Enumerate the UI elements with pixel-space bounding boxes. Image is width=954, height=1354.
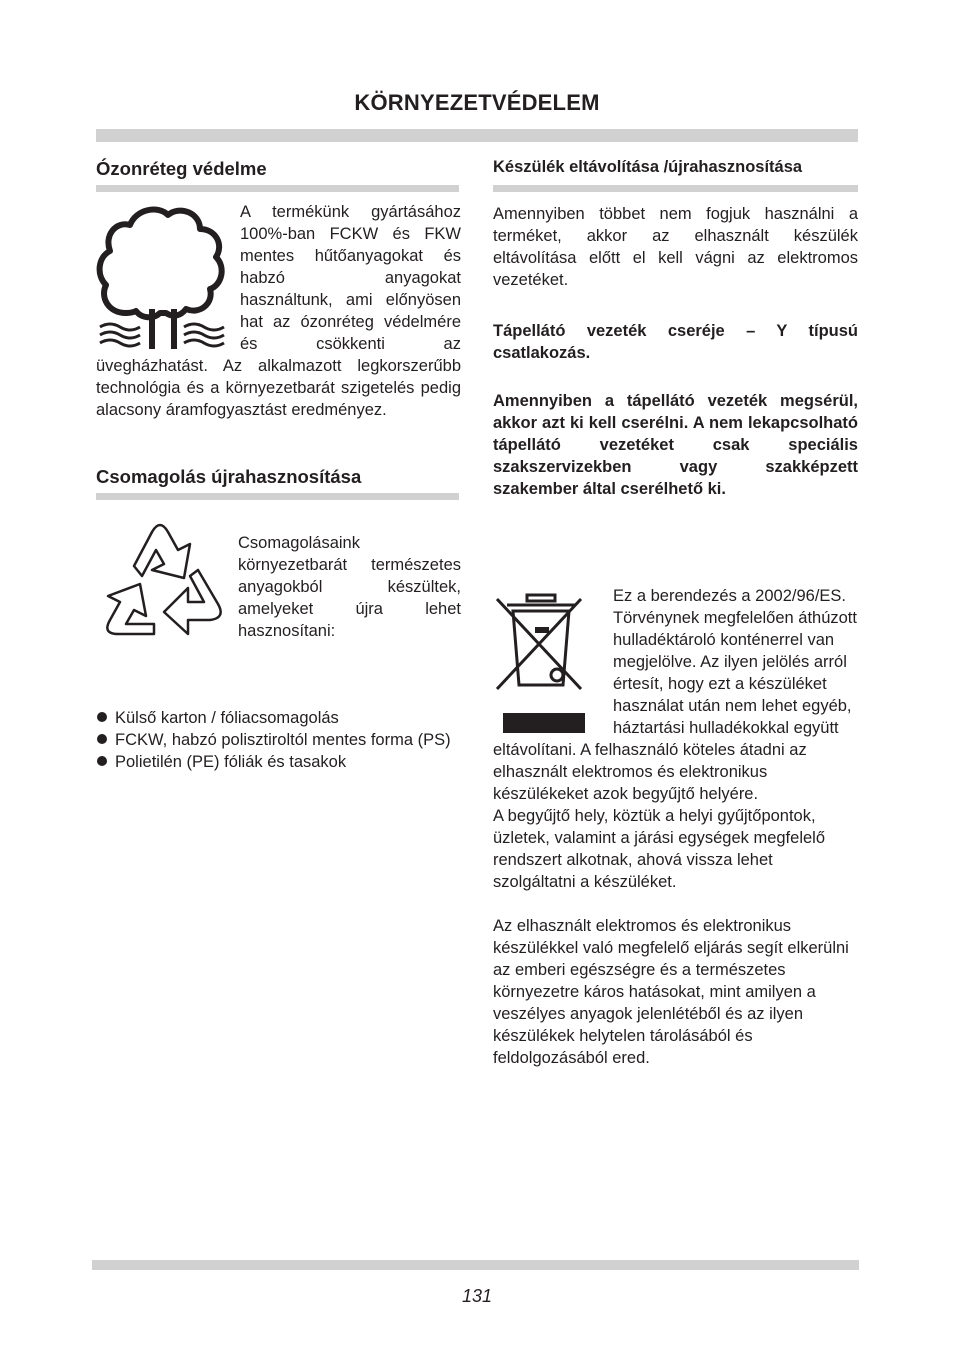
ozone-heading-rule — [96, 185, 459, 192]
disposal-text: Amennyiben többet nem fogjuk használni a terméket, akkor az elhasznált készülék eltávolítása előtt el kell vágni az elektromos vezetéket. — [493, 205, 858, 289]
list-item — [96, 751, 461, 773]
weee-text-2: A begyűjtő hely, köztük a helyi gyűjtőpontok, üzletek, valamint a járási egységek megfelelő rendszert alkotnak, ahová vissza lehet szolgáltatni a készüléket. — [493, 807, 826, 891]
list-item — [96, 729, 461, 751]
list-item — [96, 707, 461, 729]
packaging-heading: Csomagolás újrahasznosítása — [96, 466, 362, 487]
bottom-divider-bar — [92, 1260, 859, 1270]
list-item-text: Polietilén (PE) fóliák és tasakok — [115, 753, 347, 771]
tree-icon — [96, 201, 226, 353]
cable-warning: Amennyiben a tápellátó vezeték megsérül, akkor azt ki kell cserélni. A nem lekapcsolható tápellátó vezetéket csak speciális szakszervizekben vagy szakképzett szakember által cserélhető ki. — [493, 392, 858, 498]
disposal-heading: Készülék eltávolítása /újrahasznosítása — [493, 158, 803, 176]
packaging-heading-rule — [96, 493, 459, 500]
ozone-text: A termékünk gyártásához 100%-ban FCKW és FKW mentes hűtőanyagokat és habzó anyagokat használtunk, ami előnyösen hat az ózonréteg védelmére és csökkenti az üvegházhatást. Az alkalmazott legkorszerűbb technológia és a környezetbarát szigetelés pedig alacsony áramfogyasztást eredményez. — [96, 203, 461, 419]
list-item-text: Külső karton / fóliacsomagolás — [115, 709, 339, 727]
packaging-list — [96, 707, 461, 773]
cable-heading: Tápellátó vezeték cseréje – Y típusú csatlakozás. — [493, 322, 858, 362]
crossed-bin-icon — [493, 589, 599, 739]
weee-section — [493, 585, 858, 1069]
bullet-icon — [97, 756, 107, 766]
bullet-icon — [97, 734, 107, 744]
packaging-text: Csomagolásaink környezetbarát természetes anyagokból készültek, amelyeket újra lehet hasznosítani: — [238, 534, 461, 640]
recycle-icon — [94, 510, 226, 650]
ozone-section — [96, 201, 461, 421]
list-item-text: FCKW, habzó polisztiroltól mentes forma (PS) — [115, 731, 451, 749]
weee-text-1: Ez a berendezés a 2002/96/ES. Törvénynek megfelelően áthúzott hulladéktároló konténerrel van megjelölve. Az ilyen jelölés arról értesít, hogy ezt a készüléket használat után nem lehet egyéb, háztartási hulladékokkal együtt eltávolítani. A felhasználó köteles átadni az elhasznált elektromos és elektronikus készülékeket azok begyűjtő helyére. — [493, 587, 857, 803]
weee-text-3: Az elhasznált elektromos és elektronikus készülékkel való megfelelő eljárás segít elkerülni az emberi egészségre és a természetes környezetre káros hatásokat, mint amilyen a veszélyes anyagok jelenlétéből és az ilyen készülékek helytelen tárolásából és feldolgozásából ered. — [493, 917, 849, 1067]
disposal-heading-rule — [493, 185, 858, 192]
ozone-heading: Ózonréteg védelme — [96, 158, 267, 179]
top-divider-bar — [96, 129, 858, 142]
page-number: 131 — [461, 1286, 493, 1306]
bullet-icon — [97, 712, 107, 722]
page-title: KÖRNYEZETVÉDELEM — [354, 90, 600, 115]
